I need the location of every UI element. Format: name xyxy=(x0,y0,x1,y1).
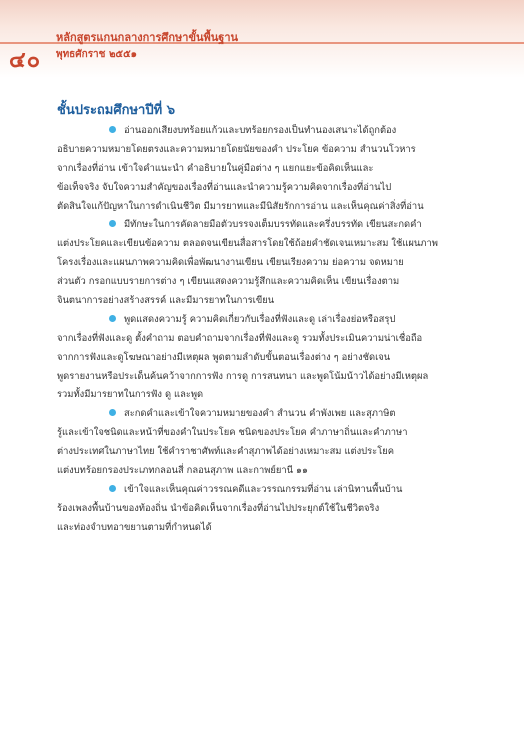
paragraph-line: ร้องเพลงพื้นบ้านของท้องถิ่น นำข้อคิดเห็นจากเรื่องที่อ่านไปประยุกต์ใช้ในชีวิตจริง xyxy=(57,502,380,514)
paragraph-line: ต่างประเทศในภาษาไทย ใช้คำราชาศัพท์และคำสุภาพได้อย่างเหมาะสม แต่งประโยค xyxy=(57,446,394,458)
paragraph-line: ข้อเท็จจริง จับใจความสำคัญของเรื่องที่อ่านและนำความรู้ความคิดจากเรื่องที่อ่านไป xyxy=(57,181,392,193)
paragraph-line: จากเรื่องที่ฟังและดู ตั้งคำถาม ตอบคำถามจากเรื่องที่ฟังและดู รวมทั้งประเมินความน่าเชื่อถือ xyxy=(57,332,423,344)
paragraph-line: พูดรายงานหรือประเด็นค้นคว้าจากการฟัง การดู การสนทนา และพูดโน้มน้าวได้อย่างมีเหตุผล xyxy=(57,370,429,382)
bullet-icon xyxy=(109,315,116,322)
paragraph-line: ตัดสินใจแก้ปัญหาในการดำเนินชีวิต มีมารยาทและมีนิสัยรักการอ่าน และเห็นคุณค่าสิ่งที่อ่าน xyxy=(57,200,424,212)
paragraph-line: ส่วนตัว กรอกแบบรายการต่าง ๆ เขียนแสดงความรู้สึกและความคิดเห็น เขียนเรื่องตาม xyxy=(57,276,400,288)
page-number: ๔๐ xyxy=(9,47,42,73)
paragraph-line-text: อ่านออกเสียงบทร้อยแก้วและบทร้อยกรองเป็นทำนองเสนาะได้ถูกต้อง xyxy=(124,125,397,136)
paragraph-line: โครงเรื่องและแผนภาพความคิดเพื่อพัฒนางานเขียน เขียนเรียงความ ย่อความ จดหมาย xyxy=(57,257,404,269)
paragraph-line xyxy=(57,311,445,330)
paragraph-line: และท่องจำบทอาขยานตามที่กำหนดได้ xyxy=(57,521,212,533)
paragraph-line xyxy=(57,405,445,424)
body-text xyxy=(57,122,445,538)
bullet-icon xyxy=(109,485,116,492)
paragraph-line: จากเรื่องที่อ่าน เข้าใจคำแนะนำ คำอธิบายในคู่มือต่าง ๆ แยกแยะข้อคิดเห็นและ xyxy=(57,162,374,174)
paragraph-line: แต่งประโยคและเขียนข้อความ ตลอดจนเขียนสื่อสารโดยใช้ถ้อยคำชัดเจนเหมาะสม ใช้แผนภาพ xyxy=(57,238,438,250)
paragraph-line xyxy=(57,481,445,500)
paragraph-line xyxy=(57,122,445,141)
paragraph-line: จินตนาการอย่างสร้างสรรค์ และมีมารยาทในการเขียน xyxy=(57,295,275,307)
paragraph-line-text: พูดแสดงความรู้ ความคิดเกี่ยวกับเรื่องที่ฟังและดู เล่าเรื่องย่อหรือสรุป xyxy=(124,313,396,325)
paragraph-line xyxy=(57,216,445,235)
paragraph-line: อธิบายความหมายโดยตรงและความหมายโดยนัยของคำ ประโยค ข้อความ สำนวนโวหาร xyxy=(57,143,416,155)
section-heading: ชั้นประถมศึกษาปีที่ ๖ xyxy=(57,103,175,118)
paragraph-line: จากการฟังและดูโฆษณาอย่างมีเหตุผล พูดตามลำดับขั้นตอนเรื่องต่าง ๆ อย่างชัดเจน xyxy=(57,351,391,363)
curriculum-title: หลักสูตรแกนกลางการศึกษาขั้นพื้นฐาน xyxy=(56,31,239,44)
paragraph-line-text: สะกดคำและเข้าใจความหมายของคำ สำนวน คำพังเพย และสุภาษิต xyxy=(124,408,396,420)
paragraph-line-text: เข้าใจและเห็นคุณค่าวรรณคดีและวรรณกรรมที่อ่าน เล่านิทานพื้นบ้าน xyxy=(124,483,403,495)
bullet-icon xyxy=(109,409,116,416)
bullet-icon xyxy=(109,126,116,133)
bullet-icon xyxy=(109,220,116,227)
paragraph-line: รวมทั้งมีมารยาทในการฟัง ดู และพูด xyxy=(57,389,204,401)
paragraph-line-text: มีทักษะในการคัดลายมือตัวบรรจงเต็มบรรทัดและครึ่งบรรทัด เขียนสะกดคำ xyxy=(124,219,422,231)
paragraph-line: แต่งบทร้อยกรองประเภทกลอนสี่ กลอนสุภาพ และกาพย์ยานี ๑๑ xyxy=(57,465,308,477)
paragraph-line: รู้และเข้าใจชนิดและหน้าที่ของคำในประโยค ชนิดของประโยค คำภาษาถิ่นและคำภาษา xyxy=(57,427,408,439)
curriculum-edition: พุทธศักราช ๒๕๕๑ xyxy=(56,49,138,60)
